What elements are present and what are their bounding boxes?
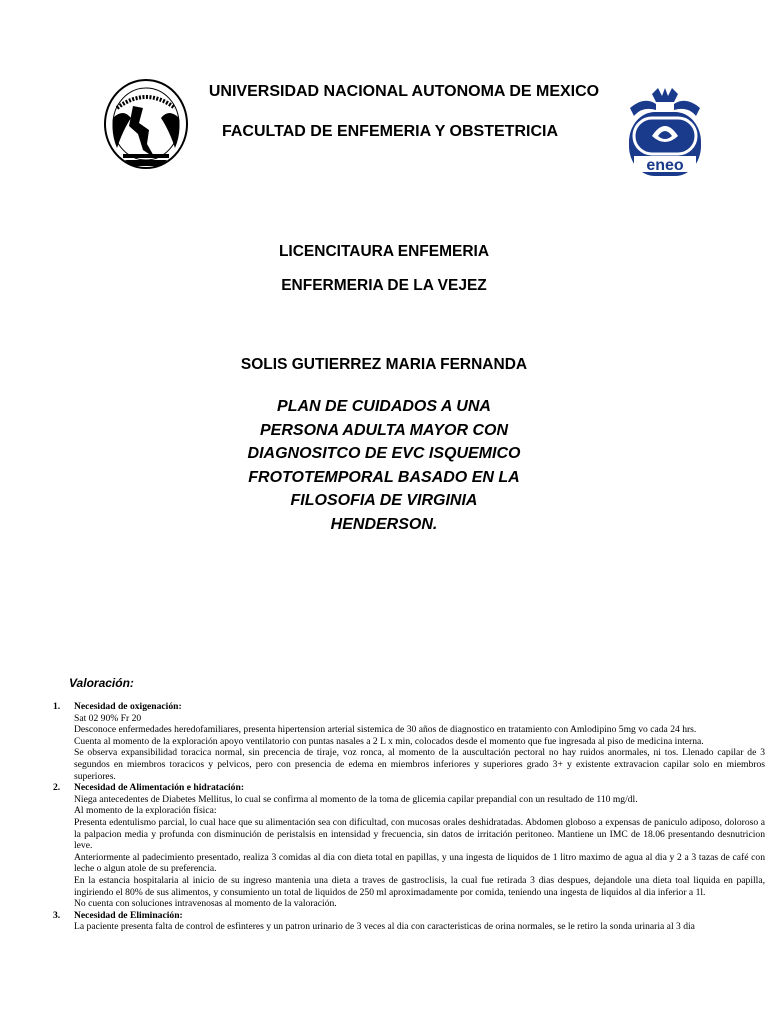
eneo-logo-icon bbox=[626, 86, 704, 178]
needs-list bbox=[53, 701, 765, 933]
need-paragraph: No cuenta con soluciones intravenosas al momento de la valoración. bbox=[74, 898, 337, 910]
need-paragraph: Al momento de la exploración física: bbox=[74, 805, 217, 817]
need-item bbox=[53, 701, 765, 782]
need-paragraph: Desconoce enfermedades heredofamiliares, presenta hipertension arterial sistemica de 30 años de diagnostico en tratamiento con Amlodipino 5mg vo cada 24 hrs. bbox=[74, 724, 697, 736]
title-line: HENDERSON. bbox=[330, 515, 438, 533]
need-paragraph: Se observa expansibilidad toracica normal, sin precencia de tiraje, voz ronca, al momento de la auscultación pectoral no hay ruidos anormales, ni tos. Llenado capilar de 3 segundos en miembros toracicos y pelvicos, pero con presencia de edema en miembros inferiores y superiores grado 3+ y existente extravacion capilar solo en miembros superiores. bbox=[74, 747, 765, 782]
need-paragraph: Presenta edentulismo parcial, lo cual hace que su alimentación sea con dificultad, con mucosas orales deshidratadas. Abdomen globoso a expensas de paniculo adiposo, doloroso a la palpacion media y profunda con disminución de peristalsis en intensidad y frecuencia, sin datos de irritación peritoneo. Mantiene un IMC de 18.06 presentando desnutricion leve. bbox=[74, 816, 765, 852]
program-title: LICENCITAURA ENFEMERIA bbox=[278, 243, 490, 260]
title-line: DIAGNOSITCO DE EVC ISQUEMICO bbox=[247, 445, 521, 462]
need-number: 1. bbox=[53, 701, 61, 712]
title-line: FILOSOFIA DE VIRGINIA bbox=[290, 492, 478, 509]
need-paragraph: Cuenta al momento de la exploración apoyo ventilatorio con puntas nasales a 2 L x min, colocados desde el momento que fue ingresada al piso de medicina interna. bbox=[74, 735, 704, 747]
need-item bbox=[53, 782, 765, 910]
need-title: Necesidad de oxigenación: bbox=[74, 701, 182, 712]
need-title: Necesidad de Eliminación: bbox=[74, 909, 183, 921]
need-number: 3. bbox=[53, 909, 61, 921]
need-paragraph: Anteriormente al padecimiento presentado, realiza 3 comidas al dia con dieta total en papillas, y una ingesta de liquidos de 1 litro maximo de agua al dia y 2 a 3 tazas de café con leche o algun atole de su preferencia. bbox=[74, 851, 765, 875]
need-item bbox=[53, 910, 765, 933]
university-name: UNIVERSIDAD NACIONAL AUTONOMA DE MEXICO bbox=[208, 83, 600, 100]
faculty-name: FACULTAD DE ENFEMERIA Y OBSTETRICIA bbox=[221, 123, 558, 140]
title-line: FROTOTEMPORAL BASADO EN LA bbox=[248, 468, 520, 486]
title-line: PERSONA ADULTA MAYOR CON bbox=[260, 421, 508, 439]
subject-title: ENFERMERIA DE LA VEJEZ bbox=[281, 277, 487, 294]
need-paragraph: Sat 02 90% Fr 20 bbox=[74, 712, 142, 724]
need-paragraph: Niega antecedentes de Diabetes Mellitus, lo cual se confirma al momento de la toma de glicemia capilar prepandial con un resultado de 110 mg/dl. bbox=[74, 793, 638, 805]
valoracion-heading: Valoración: bbox=[69, 676, 134, 690]
title-line: PLAN DE CUIDADOS A UNA bbox=[277, 398, 491, 415]
document-title bbox=[200, 395, 568, 536]
need-title: Necesidad de Alimentación e hidratación: bbox=[74, 782, 245, 794]
eneo-logo-text: eneo bbox=[646, 157, 684, 174]
unam-crest-icon bbox=[103, 78, 189, 170]
student-name: SOLIS GUTIERREZ MARIA FERNANDA bbox=[240, 356, 528, 373]
need-number: 2. bbox=[53, 782, 61, 794]
need-paragraph: En la estancia hospitalaria al inicio de su ingreso mantenia una dieta a traves de gastroclisis, la cual fue retirada 3 dias despues, dejandole una dieta toal liquida en papilla, ingiriendo el 80% de sus alimentos, y consumiento un total de liquidos de 250 ml aproximadamente por comida, teniendo una ingesta de liquidos al dia inferior a 1l. bbox=[74, 874, 765, 898]
need-paragraph: La paciente presenta falta de control de esfinteres y un patron urinario de 3 veces al dia con caracteristicas de orina normales, se le retiro la sonda urinaria al 3 dia bbox=[74, 921, 695, 933]
